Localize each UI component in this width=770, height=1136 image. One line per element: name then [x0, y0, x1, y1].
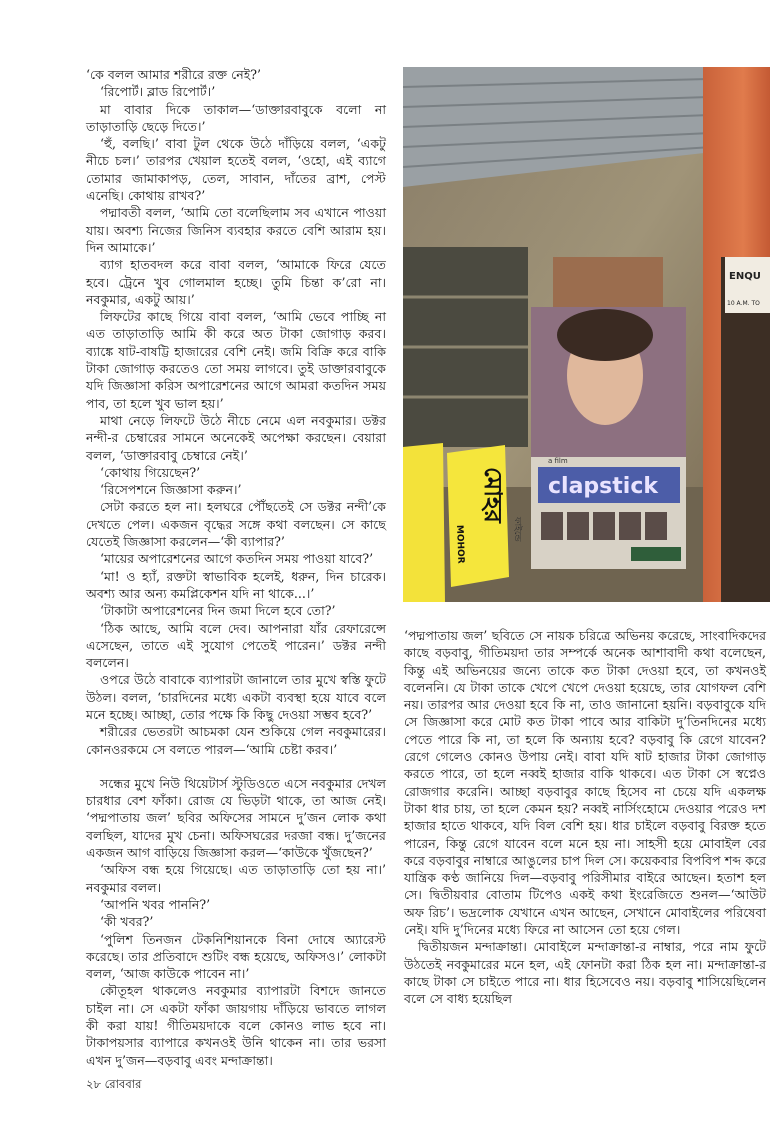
paragraph: ‘হুঁ, বলছি।’ বাবা টুল থেকে উঠে দাঁড়িয়ে বলল, ‘একটু নীচে চল।’ তারপর খেয়াল হতেই বলল, ‘ওহো, এই ব্যাগে তোমার জামাকাপড়, তেল, সাবান, দাঁতের ব্রাশ, পেস্ট এনেছি। কোথায় রাখব?’: [86, 136, 386, 204]
paragraph: লিফটের কাছে গিয়ে বাবা বলল, ‘আমি ভেবে পাচ্ছি না এত তাড়াতাড়ি আমি কী করে অত টাকা জোগাড় করব। ব্যাঙ্কে ষাট-বাষট্টি হাজারের বেশি নেই। জমি বিক্রি করে বাকি টাকা জোগাড় করতেও তো সময় লাগবে। তুই ডাক্তারবাবুকে যদি জিজ্ঞাসা করিস অপারেশনের আগে আমরা কতদিন সময় পাব, তা হলে খুব ভাল হয়।’: [86, 309, 386, 411]
banner-text: MOHOR: [454, 524, 466, 564]
paragraph: শরীরের ভেতরটা আচমকা যেন শুকিয়ে গেল নবকুমারের। কোনওরকমে সে বলতে পারল—‘আমি চেষ্টা করব।’: [86, 724, 386, 757]
paragraph: ‘মায়ের অপারেশনের আগে কতদিন সময় পাওয়া যাবে?’: [100, 551, 374, 567]
paragraph: সন্ধের মুখে নিউ থিয়েটার্স স্টুডিওতে এসে নবকুমার দেখল চারধার বেশ ফাঁকা। রোজ যে ভিড়টা থাকে, তা আজ নেই। ‘পদ্মপাতায় জল’ ছবির অফিসের সামনে দু’জন লোক কথা বলছিল, যাদের মুখ চেনা। অফিসঘরের দরজা বন্ধ। দু’জনের একজন আগ বাড়িয়ে জিজ্ঞাসা করল—‘কাউকে খুঁজছেন?’: [86, 775, 386, 861]
paragraph: দ্বিতীয়জন মন্দাক্রান্তা। মোবাইলে মন্দাক্রান্তা-র নাম্বার, পরে নাম ফুটে উঠতেই নবকুমারের মনে হল, এই ফোনটা করা ঠিক হল না। মন্দাক্রান্তা-র কাছে টাকা সে চাইতে পারে না। ধার হিসেবেও নয়। বড়বাবু শাসিয়েছিলেন বলে সে বাধ্য হয়েছিল: [404, 939, 766, 1007]
paragraph: ‘পুলিশ তিনজন টেকনিশিয়ানকে বিনা দোষে অ্যারেস্ট করেছে। তার প্রতিবাদে শুটিং বন্ধ হয়েছে, অফিসও।’ লোকটা বলল, ‘আজ কাউকে পাবেন না।’: [86, 931, 386, 982]
paragraph: ‘রিপোর্ট। ব্লাড রিপোর্ট।’: [100, 84, 216, 100]
paragraph: ‘কোথায় গিয়েছেন?’: [100, 464, 201, 480]
paragraph: ‘মা! ও হ্যাঁ, রক্তটা স্বাভাবিক হলেই, ধরুন, দিন চারেক। অবশ্য আর অন্য কমপ্লিকেশন যদি না থাকে...।’: [86, 568, 386, 601]
banner-bengali: মোহর: [479, 467, 507, 523]
paragraph: ‘আপনি খবর পাননি?’: [100, 896, 211, 912]
paragraph: ওপরে উঠে বাবাকে ব্যাপারটা জানালে তার মুখে স্বস্তি ফুটে উঠল। বলল, ‘চারদিনের মধ্যে একটা ব্যবস্থা হয়ে যাবে বলে মনে হচ্ছে। আচ্ছা, তোর পক্ষে কি কিছু দেওয়া সম্ভব হবে?’: [86, 672, 386, 722]
paragraph: ‘টাকাটা অপারেশনের দিন জমা দিলে হবে তো?’: [100, 603, 336, 619]
paragraph: পদ্মাবতী বলল, ‘আমি তো বলেছিলাম সব এখানে পাওয়া যায়। অবশ্য নিজের জিনিস ব্যবহার করতে বেশি আরাম হয়। দিন আমাকে।’: [86, 205, 386, 255]
poster-tagline: a film: [548, 457, 568, 465]
paragraph: ব্যাগ হাতবদল করে বাবা বলল, ‘আমাকে ফিরে যেতে হবে। ট্রেনে খুব গোলমাল হচ্ছে। তুমি চিন্তা ক’রো না। নবকুমার, একটু আয়।’: [86, 257, 386, 307]
page-footer: [86, 1076, 141, 1095]
paragraph: কৌতূহল থাকলেও নবকুমার ব্যাপারটা বিশদে জানতে চাইল না। সে একটা ফাঁকা জায়গায় দাঁড়িয়ে ভাবতে লাগল কী করা যায়! গীতিময়দাকে বলে কোনও লাভ হবে না। টাকাপয়সার ব্যাপারে কখনওই উনি থাকেন না। তার ভরসা এখন দু’জন—বড়বাবু এবং মন্দাক্রান্তা।: [86, 983, 386, 1068]
poster-title: clapstick: [548, 474, 658, 499]
left-text-column: [86, 66, 386, 1069]
sign-hours: 10 A.M. TO: [727, 300, 760, 307]
paragraph: ‘রিসেপশনে জিজ্ঞাসা করুন।’: [100, 482, 242, 498]
paragraph: ‘পদ্মপাতায় জল’ ছবিতে সে নায়ক চরিত্রে অভিনয় করেছে, সাংবাদিকদের কাছে বড়বাবু, গীতিময়দা তার সম্পর্কে অনেক আশাবাদী কথা বলেছেন, কিন্তু এই অভিনয়ের জন্যে তাকে কত টাকা দেওয়া হবে, তা কখনওই বলেননি। যে টাকা তাকে খেপে খেপে দেওয়া হয়েছে, তার যোগফল বেশি নয়। তারপর আর দেওয়া হবে কি না, তাও জানানো হয়নি। বড়বাবুকে যদি সে জিজ্ঞাসা করে মোট কত টাকা পাবে আর বাকিটা দু’তিনদিনের মধ্যে পেতে পারে কি না, তা হলে কি অন্যায় হবে? বড়বাবু কি রেগে যাবেন? রেগে গেলেও কোনও উপায় নেই। বাবা যদি ষাট হাজার টাকা জোগাড় করতে পারে, তা হলে নব্বই হাজার বাকি থাকবে। এত টাকা সে স্বপ্নেও রোজগার করেনি। আচ্ছা বড়বাবুর কাছে হিসেব না চেয়ে যদি একলক্ষ টাকা ধার চায়, তা হলে কেমন হয়? নব্বই নার্সিংহোমে দেওয়ার পরেও দশ হাজার হাতে থাকবে, যদি বিল বেশি হয়। ধার চাইলে বড়বাবু বিরক্ত হতে পারেন, কিন্তু রেগে যাবেন বলে মনে হয় না। সাহসী হয়ে মোবাইল বের করে বড়বাবুর নাম্বারে আঙুলের চাপ দিল সে। কয়েকবার বিপবিপ শব্দ করে যান্ত্রিক কণ্ঠ জানিয়ে দিল—বড়বাবু পরিসীমার বাইরে আছেন। হতাশ হল সে। দ্বিতীয়বার বোতাম টিপেও একই কথা ইংরেজিতে শুনল—‘আউট অফ রিচ’। ভদ্রলোক যেখানে এখন আছেন, সেখানে মোবাইলের পরিষেবা নেই। যদি দু’দিনের মধ্যে ফিরে না আসেন তো হয়ে গেল।: [404, 628, 766, 938]
right-text-column: [404, 627, 766, 1008]
street-wall-photo: [403, 67, 770, 602]
paragraph: সেটা করতে হল না। হলঘরে পৌঁছতেই সে ডক্টর নন্দী’কে দেখতে পেল। একজন বৃদ্ধের সঙ্গে কথা বলছেন। সে কাছে যেতেই জিজ্ঞাসা করলেন—‘কী ব্যাপার?’: [86, 499, 386, 550]
enquiry-sign: ENQU: [729, 271, 761, 282]
paragraph: মা বাবার দিকে তাকাল—‘ডাক্তারবাবুকে বলো না তাড়াতাড়ি ছেড়ে দিতে।’: [86, 101, 386, 134]
paragraph: ‘কে বলল আমার শরীরে রক্ত নেই?’: [86, 67, 262, 82]
page-number: ২৮: [86, 1077, 101, 1091]
paragraph: ‘কী খবর?’: [100, 914, 154, 930]
poster-vertical-caption: ফাইন্ডে: [512, 517, 522, 542]
magazine-name: রোববার: [104, 1077, 142, 1091]
paragraph: মাথা নেড়ে লিফটে উঠে নীচে নেমে এল নবকুমার। ডক্টর নন্দী-র চেম্বারের সামনে অনেকেই অপেক্ষা করছেন। বেয়ারা বলল, ‘ডাক্তারবাবু চেম্বারে নেই।’: [86, 412, 386, 463]
paragraph: ‘অফিস বন্ধ হয়ে গিয়েছে। এত তাড়াতাড়ি তো হয় না।’ নবকুমার বলল।: [86, 862, 386, 895]
paragraph: ‘ঠিক আছে, আমি বলে দেব। আপনারা যাঁর রেফারেন্সে এসেছেন, তাতে এই সুযোগ পেতেই পারেন।’ ডক্টর নন্দী বললেন।: [86, 620, 386, 671]
